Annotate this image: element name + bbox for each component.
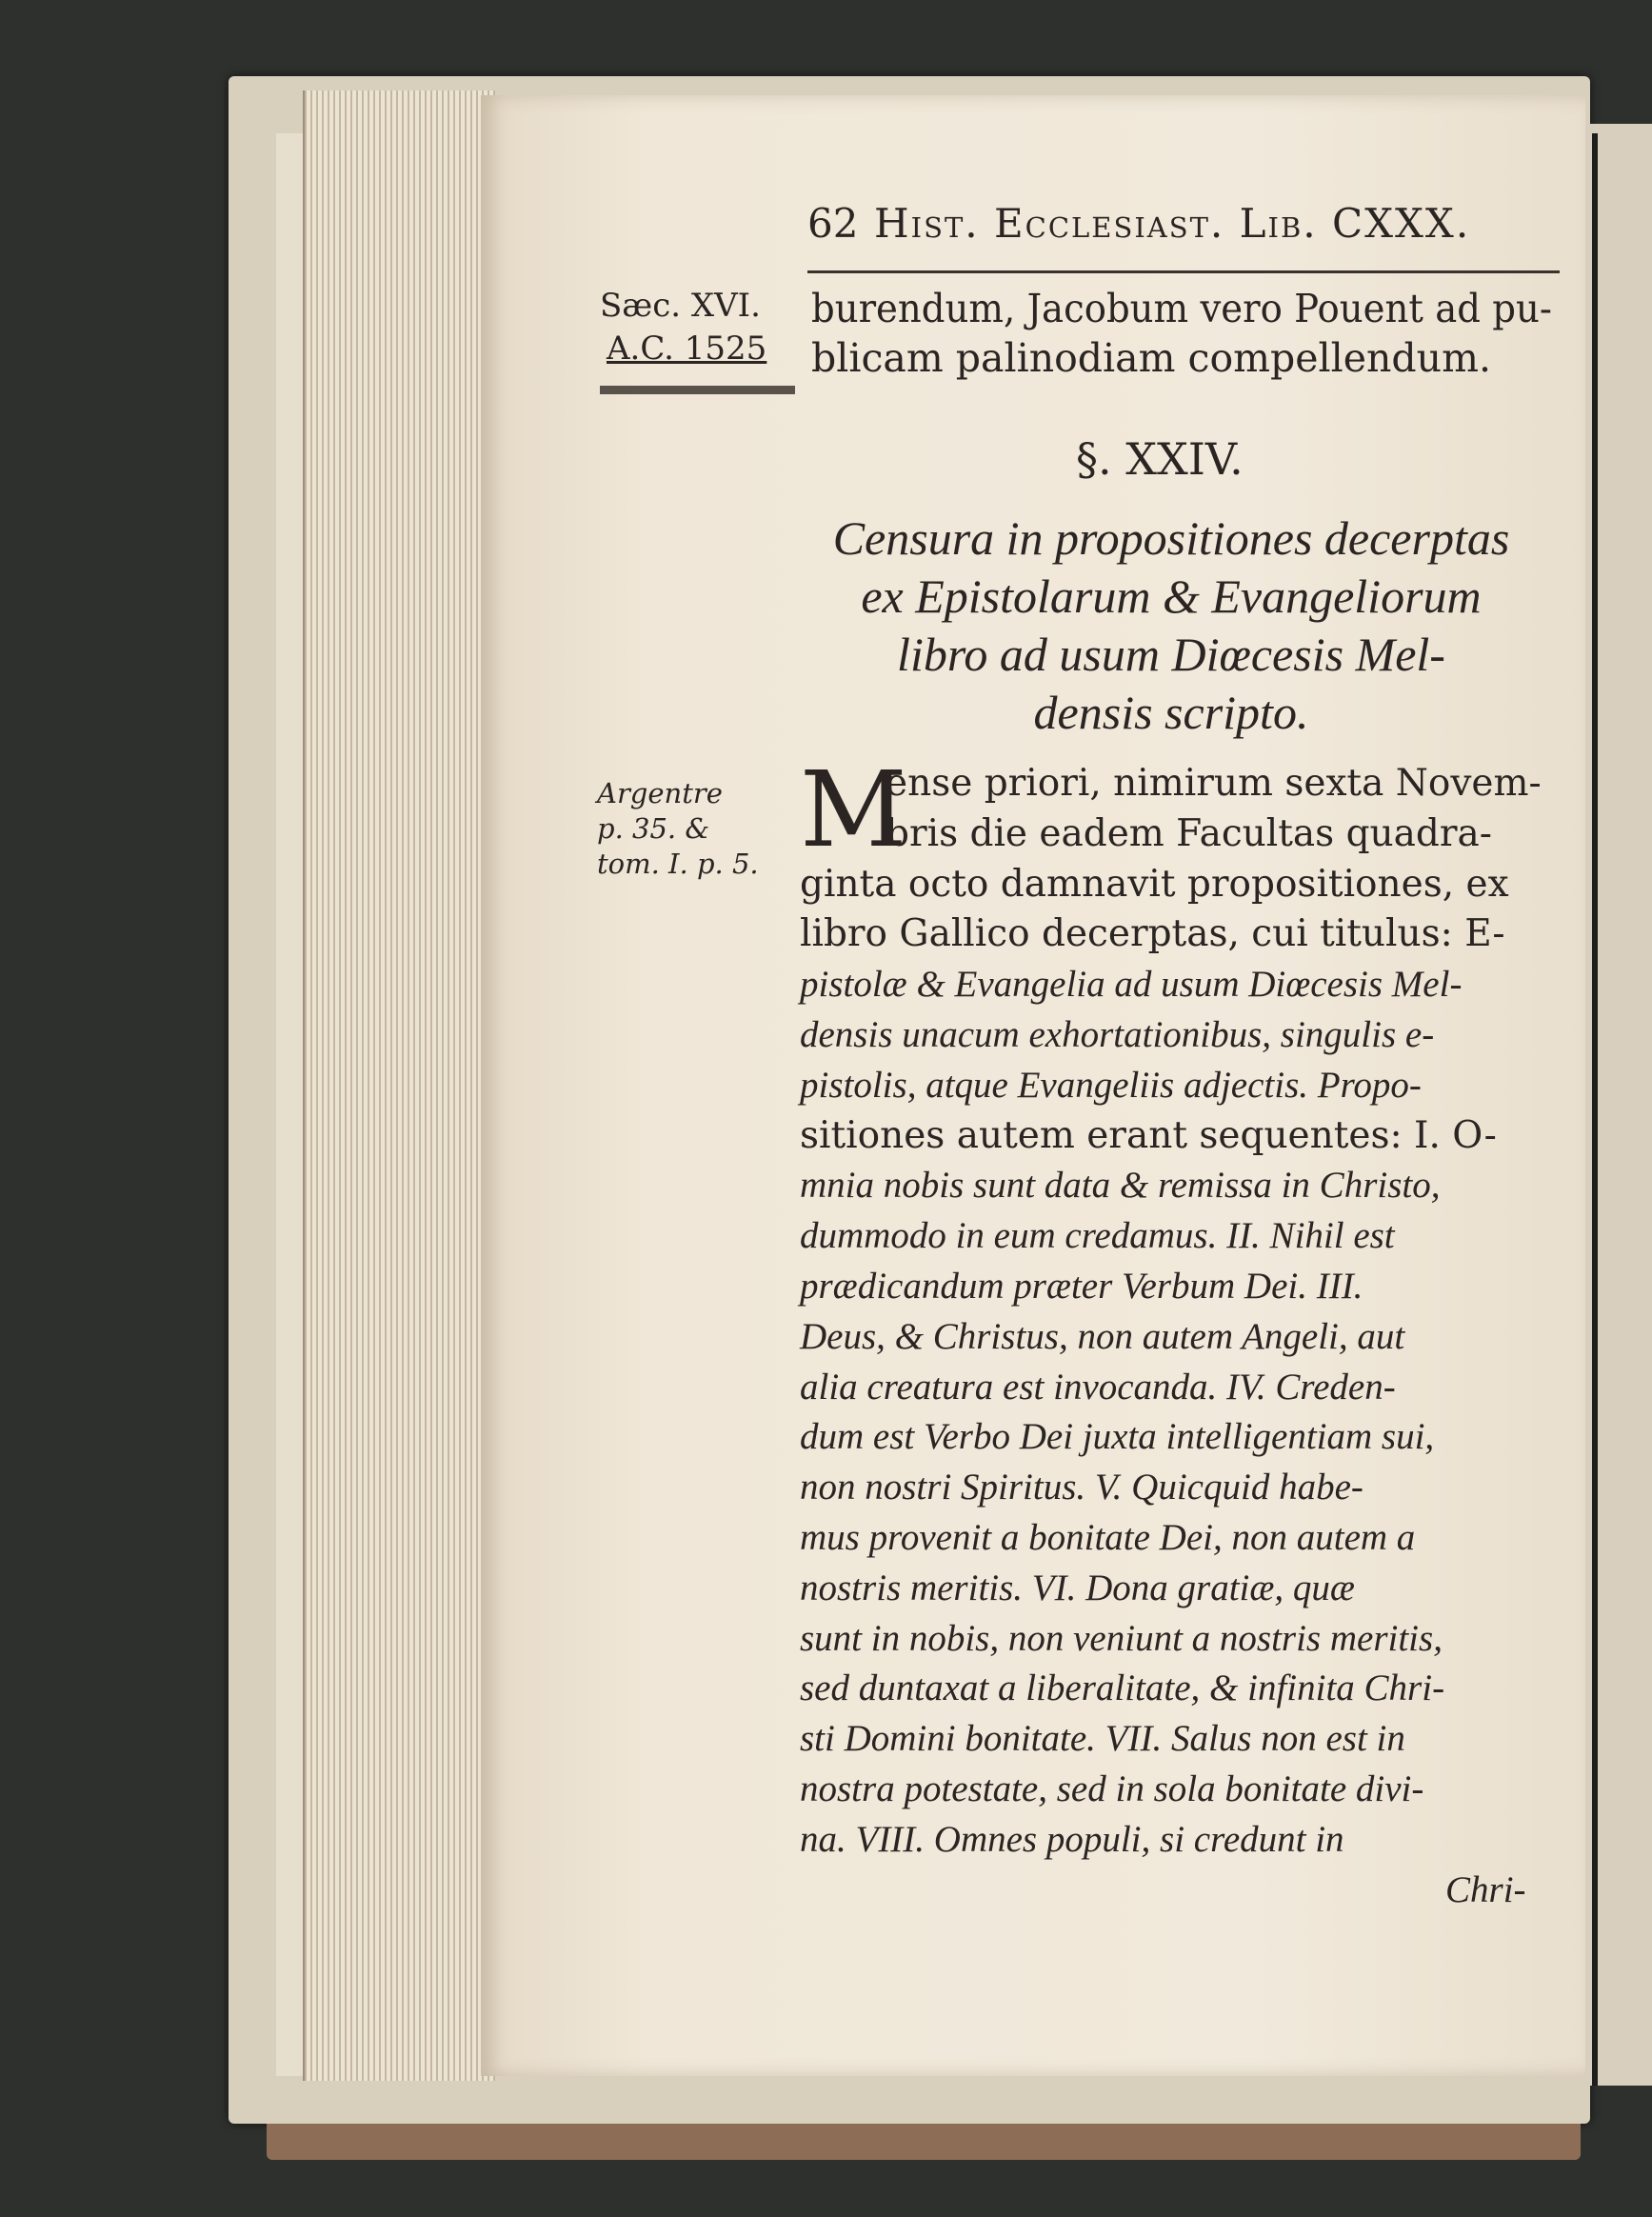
heading-line: Censura in propositiones decerptas	[832, 511, 1510, 565]
text-line: nostris meritis. VI. Dona gratiæ, quæ	[800, 1568, 1355, 1608]
text-line: sed duntaxat a liberalitate, & infinita Chri-	[800, 1668, 1445, 1708]
text-line: nostra potestate, sed in sola bonitate divi-	[800, 1768, 1424, 1809]
running-title: Hist. Ecclesiast. Lib. CXXX.	[874, 200, 1471, 247]
margin-reference-line: Argentre	[597, 777, 723, 809]
text-line: blicam palinodiam compellendum.	[811, 335, 1491, 381]
text-line: burendum, Jacobum vero Pouent ad pu-	[811, 286, 1552, 331]
heading-line: densis scripto.	[1033, 686, 1309, 739]
text-line: dummodo in eum credamus. II. Nihil est	[800, 1215, 1395, 1256]
text-line: prædicandum præter Verbum Dei. III.	[800, 1266, 1363, 1307]
text-line: densis unacum exhortationibus, singulis e-	[800, 1014, 1435, 1055]
text-line: pistolæ & Evangelia ad usum Diœcesis Mel-	[800, 964, 1463, 1005]
section-heading	[781, 509, 1562, 742]
text-line: Deus, & Christus, non autem Angeli, aut	[800, 1316, 1405, 1357]
section-number: §. XXIV.	[1076, 433, 1244, 485]
text-line: alia creatura est invocanda. IV. Creden-	[800, 1367, 1396, 1408]
facing-page-shadow	[1592, 133, 1598, 2086]
text-line: pistolis, atque Evangeliis adjectis. Propo-	[800, 1065, 1422, 1106]
heading-line: ex Epistolarum & Evangeliorum	[861, 569, 1482, 623]
text-line: ginta octo damnavit propositiones, ex	[800, 863, 1509, 906]
text-line: sitiones autem erant sequentes: I. O-	[800, 1114, 1497, 1157]
text-line: ense priori, nimirum sexta Novem-	[886, 762, 1542, 805]
text-line: sti Domini bonitate. VII. Salus non est in	[800, 1718, 1405, 1759]
margin-reference	[597, 776, 759, 882]
margin-reference-line: p. 35. &	[597, 812, 710, 845]
text-line: non nostri Spiritus. V. Quicquid habe-	[800, 1467, 1363, 1508]
text-line: dum est Verbo Dei juxta intelligentiam sui,	[800, 1416, 1435, 1457]
catchword: Chri-	[1445, 1869, 1526, 1910]
running-head	[807, 200, 1512, 267]
text-line: mus provenit a bonitate Dei, non autem a	[800, 1517, 1416, 1558]
heading-line: libro ad usum Diœcesis Mel-	[897, 628, 1445, 681]
text-line: na. VIII. Omnes populi, si credunt in	[800, 1819, 1344, 1860]
head-rule	[807, 270, 1560, 273]
drop-cap: M	[800, 749, 907, 870]
book-cover-edge	[267, 2124, 1581, 2160]
margin-century: Sæc. XVI.	[600, 287, 761, 325]
margin-reference-line: tom. I. p. 5.	[597, 848, 759, 880]
margin-year: A.C. 1525	[607, 330, 767, 368]
text-line: sunt in nobis, non veniunt a nostris meritis,	[800, 1618, 1443, 1659]
margin-rule	[600, 386, 795, 394]
text-line: libro Gallico decerptas, cui titulus: E-	[800, 912, 1505, 955]
text-line: bris die eadem Facultas quadra-	[886, 812, 1492, 855]
text-line: mnia nobis sunt data & remissa in Christo,	[800, 1165, 1441, 1206]
page-block-edges	[303, 90, 495, 2081]
page-number: 62	[807, 200, 859, 247]
